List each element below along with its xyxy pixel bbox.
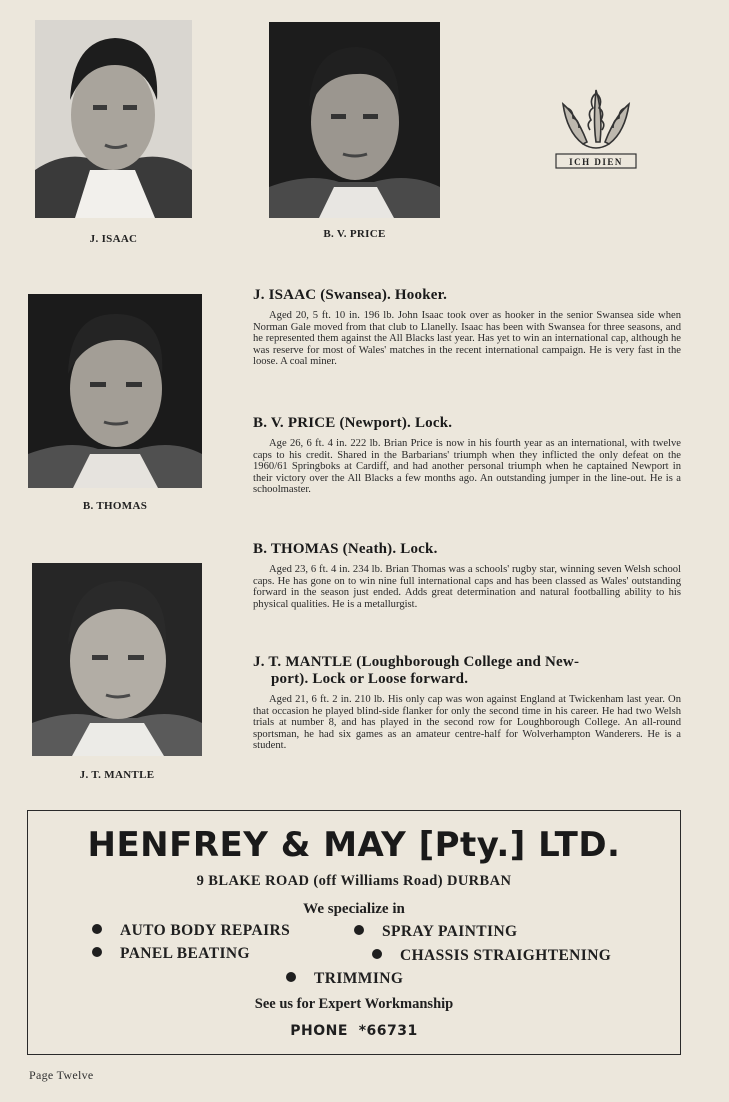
ad-company-name: HENFREY & MAY [Pty.] LTD. (87, 825, 621, 865)
player-caption-isaac: J. ISAAC (89, 233, 138, 245)
ad-service-item (354, 923, 518, 941)
bullet-icon (286, 972, 296, 982)
player-caption-price: B. V. PRICE (323, 228, 386, 240)
bio-text: Aged 21, 6 ft. 2 in. 210 lb. His only cap was won against England at Twickenham last year. On that occasion he played blind-side flanker for only the second time in his career. He had two Welsh trials at number 8, and has played in the second row for Loughborough College. An all-round sportsman, he had six games as an amateur centre-half for Wolverhampton Wanderers. He is a student. (253, 694, 681, 752)
bullet-icon (92, 924, 102, 934)
player-photo-isaac (35, 20, 192, 218)
ad-tagline: See us for Expert Workmanship (254, 996, 454, 1012)
bio-heading-line2: port). Lock or Loose forward. (271, 671, 469, 687)
ad-service-item (92, 945, 250, 963)
prince-of-wales-feathers-icon (553, 82, 639, 178)
bio-heading: B. V. PRICE (Newport). Lock. (253, 415, 453, 431)
player-photo-price (269, 22, 440, 218)
ad-service-label: TRIMMING (314, 970, 404, 987)
ad-service-label: AUTO BODY REPAIRS (120, 922, 291, 939)
ad-service-item (372, 947, 611, 965)
bullet-icon (354, 925, 364, 935)
bio-text: Aged 23, 6 ft. 4 in. 234 lb. Brian Thomas was a schools' rugby star, winning seven Welsh school caps. He has gone on to win nine full international caps and has been classed as Wales' outstanding forward in the season just ended. Adds great determination and natural footballing ability to his physical qualities. He is a metallurgist. (253, 564, 681, 610)
bio-price (253, 415, 681, 496)
ad-service-label: CHASSIS STRAIGHTENING (400, 947, 612, 964)
bio-heading-line1: J. T. MANTLE (Loughborough College and New- (253, 654, 580, 670)
bio-isaac (253, 287, 681, 368)
player-caption-thomas: B. THOMAS (82, 500, 148, 512)
player-photo-mantle (32, 563, 202, 756)
bio-heading: B. THOMAS (Neath). Lock. (253, 541, 438, 557)
ad-service-label: SPRAY PAINTING (382, 923, 518, 940)
bio-text: Age 26, 6 ft. 4 in. 222 lb. Brian Price is now in his fourth year as an international, with twelve caps to his credit. Shared in the Barbarians' triumph when they inflicted the only defeat on the 1960/61 Springboks at Cardiff, and had another personal triumph when he captained Newport in their victory over the All Blacks a few months ago. An outstanding jumper in the line-out. He is a schoolmaster. (253, 438, 681, 496)
bio-mantle (253, 654, 681, 752)
bullet-icon (372, 949, 382, 959)
ad-address: 9 BLAKE ROAD (off Williams Road) DURBAN (196, 873, 512, 889)
ad-service-item (286, 970, 403, 988)
bio-thomas (253, 541, 681, 610)
player-caption-mantle: J. T. MANTLE (79, 769, 155, 781)
player-photo-thomas (28, 294, 202, 488)
bio-heading: J. ISAAC (Swansea). Hooker. (253, 287, 448, 303)
ad-phone: PHONE *66731 (290, 1023, 418, 1039)
page-number: Page Twelve (29, 1068, 94, 1082)
bio-text: Aged 20, 5 ft. 10 in. 196 lb. John Isaac took over as hooker in the senior Swansea side when Norman Gale moved from that club to Llanelly. Isaac has been with Swansea for three seasons, and he represented them against the All Blacks last year. Has yet to win an international cap, although he was reserve for most of Wales' matches in the recent international campaign. He is very fast in the loose. A coal miner. (253, 310, 681, 368)
advertisement-box (27, 810, 681, 1055)
ad-service-item (92, 922, 290, 940)
bio-heading (253, 654, 681, 688)
svg-text:ICH DIEN: ICH DIEN (569, 157, 623, 167)
bullet-icon (92, 947, 102, 957)
ad-service-label: PANEL BEATING (120, 945, 250, 962)
ad-specialize: We specialize in (303, 901, 405, 917)
